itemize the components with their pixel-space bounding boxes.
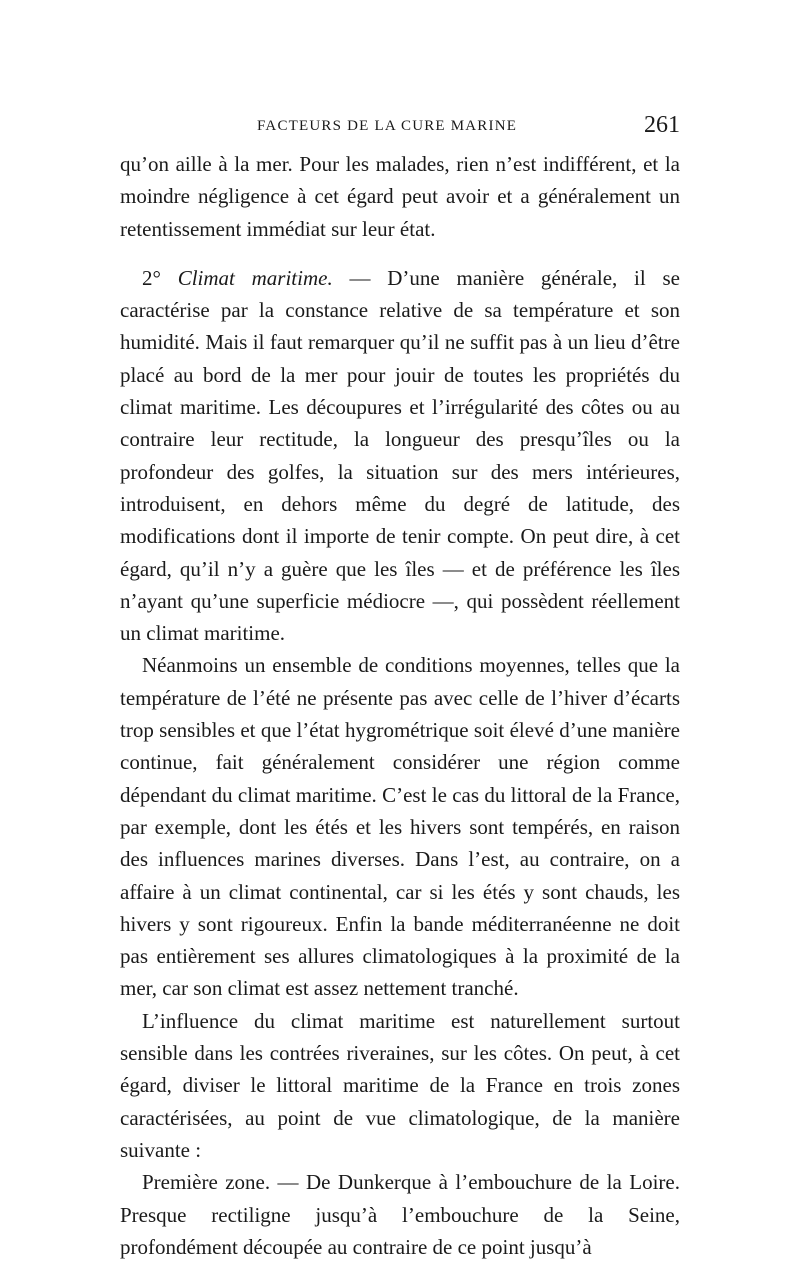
paragraph-neanmoins: Néanmoins un ensemble de conditions moyennes, telles que la température de l’été ne présente pas avec celle de l’hiver d’écarts trop sensibles et que l’état hygrométrique soit élevé d’une manière continue, fait généralement considérer une région comme dépendant du climat maritime. C’est le cas du littoral de la France, par exemple, dont les étés et les hivers sont tempérés, en raison des influences marines diverses. Dans l’est, au contraire, on a affaire à un climat continental, car si les étés y sont chauds, les hivers y sont rigoureux. Enfin la bande méditerranéenne ne doit pas entièrement ses allures climatologiques à la proximité de la mer, car son climat est assez nettement tranché. bbox=[120, 653, 680, 1001]
body-text bbox=[120, 148, 680, 1263]
paragraph-climat-maritime: 2° Climat maritime. — D’une manière générale, il se caractérise par la constance relative de sa température et son humidité. Mais il faut remarquer qu’il ne suffit pas à un lieu d’être placé au bord de la mer pour jouir de toutes les propriétés du climat maritime. Les découpures et l’irrégularité des côtes ou au contraire leur rectitude, la longueur des presqu’îles ou la profondeur des golfes, la situation sur des mers intérieures, introduisent, en dehors même du degré de latitude, des modifications dont il importe de tenir compte. On peut dire, à cet égard, qu’il n’y a guère que les îles — et de préférence les îles n’ayant qu’une superficie médiocre —, qui possèdent réellement un climat maritime. bbox=[120, 265, 680, 646]
running-title: FACTEURS DE LA CURE MARINE bbox=[257, 118, 518, 134]
paragraph-premiere-zone: Première zone. — De Dunkerque à l’embouchure de la Loire. Presque rectiligne jusqu’à l’embouchure de la Seine, profondément découpée au contraire de ce point jusqu’à bbox=[120, 1170, 680, 1259]
paragraph-continuation: qu’on aille à la mer. Pour les malades, rien n’est indifférent, et la moindre négligence à cet égard peut avoir et a généralement un retentissement immédiat sur leur état. bbox=[120, 152, 680, 241]
page-number: 261 bbox=[644, 112, 680, 138]
section-number: 2° bbox=[142, 265, 161, 290]
paragraph-influence: L’influence du climat maritime est naturellement surtout sensible dans les contrées riveraines, sur les côtes. On peut, à cet égard, diviser le littoral maritime de la France en trois zones caractérisées, au point de vue climatologique, de la manière suivante : bbox=[120, 1008, 680, 1162]
section-title: Climat maritime. bbox=[177, 265, 333, 290]
running-header bbox=[120, 112, 680, 142]
